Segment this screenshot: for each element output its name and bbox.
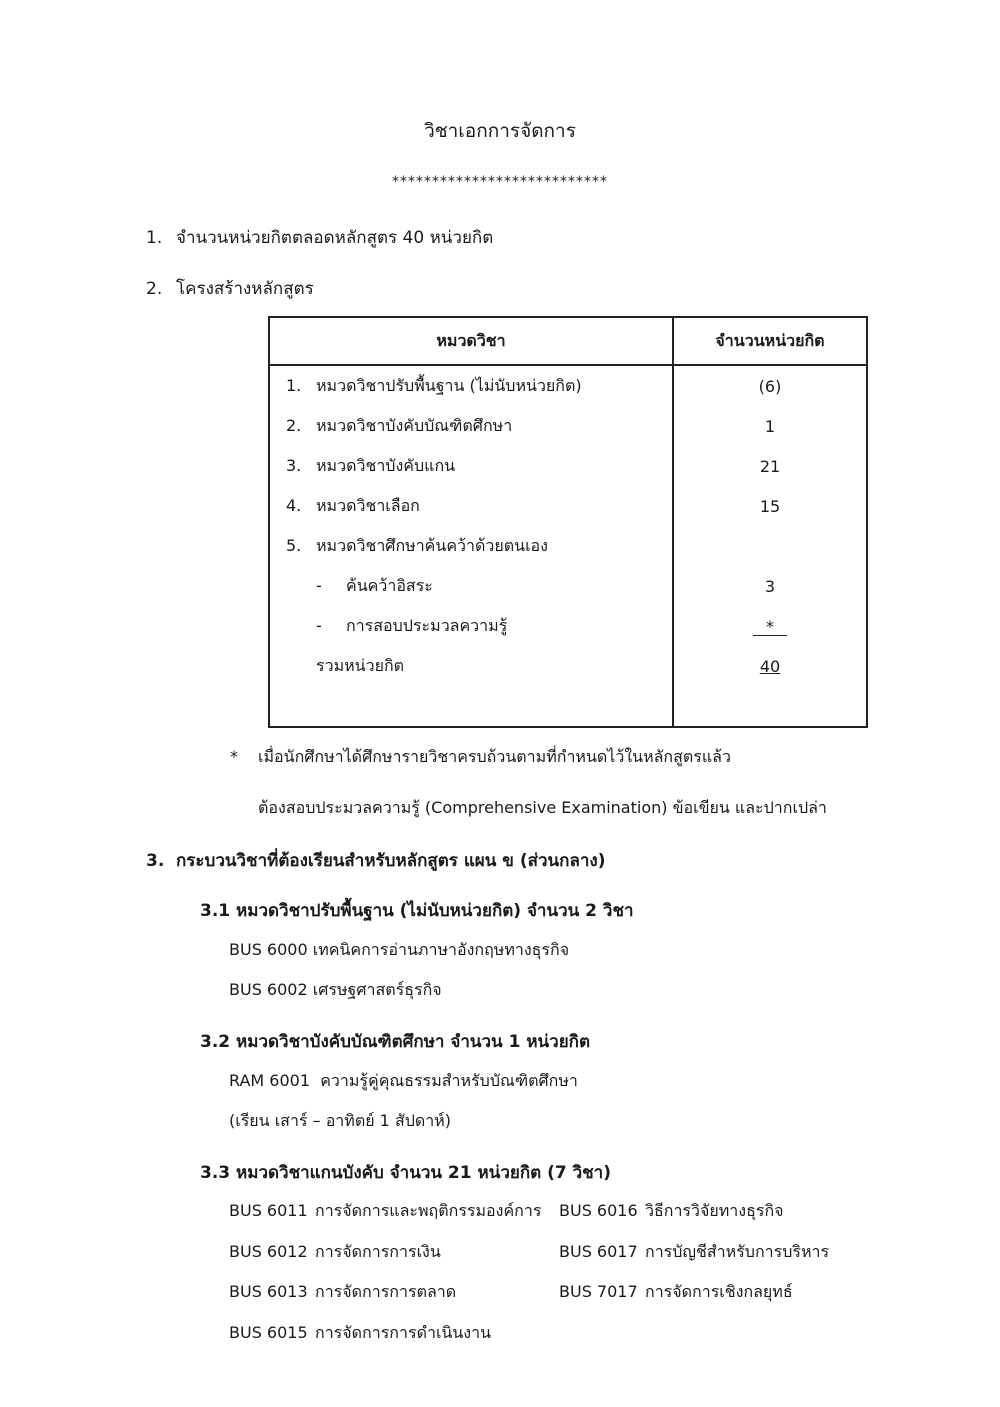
- row-number: 5.: [286, 535, 302, 555]
- section-3-text: กระบวนวิชาที่ต้องเรียนสำหรับหลักสูตร แผน ข (ส่วนกลาง): [176, 851, 606, 871]
- header-credits: จำนวนหน่วยกิต: [673, 317, 867, 365]
- list-item: [229, 978, 442, 1003]
- list-item: [229, 1069, 578, 1094]
- subsection-3-2-note: (เรียน เสาร์ – อาทิตย์ 1 สัปดาห์): [229, 1111, 452, 1130]
- header-category: หมวดวิชา: [269, 317, 673, 365]
- course-code: BUS 6017: [559, 1242, 638, 1261]
- course-name: การจัดการการตลาด: [315, 1282, 457, 1301]
- section-1-number: 1.: [146, 228, 163, 248]
- course-name: การจัดการการดำเนินงาน: [315, 1323, 492, 1342]
- section-2-number: 2.: [146, 279, 163, 299]
- subsection-3-2-heading: 3.2 หมวดวิชาบังคับบัณฑิตศึกษา จำนวน 1 หน่วยกิต: [200, 1032, 591, 1052]
- row-number: 1.: [286, 375, 302, 395]
- row-bullet: -: [316, 615, 322, 635]
- course-name: วิธีการวิจัยทางธุรกิจ: [645, 1201, 784, 1220]
- list-item: [229, 1240, 441, 1265]
- footnote-text-2: ต้องสอบประมวลความรู้ (Comprehensive Examination) ข้อเขียน และปากเปล่า: [258, 798, 827, 817]
- subsection-3-1-heading: 3.1 หมวดวิชาปรับพื้นฐาน (ไม่นับหน่วยกิต) จำนวน 2 วิชา: [200, 901, 634, 921]
- curriculum-structure-table: [268, 316, 868, 728]
- row-label: การสอบประมวลความรู้: [346, 615, 508, 635]
- footnote-text-1: เมื่อนักศึกษาได้ศึกษารายวิชาครบถ้วนตามที่กำหนดไว้ในหลักสูตรแล้ว: [258, 747, 731, 766]
- course-code: BUS 6000: [229, 940, 308, 959]
- table-row: [269, 606, 867, 646]
- row-credits: 21: [673, 446, 867, 486]
- row-credits: *: [753, 619, 787, 636]
- page-title: วิชาเอกการจัดการ: [424, 120, 576, 142]
- row-credits: 1: [673, 406, 867, 446]
- list-item: [229, 1280, 456, 1305]
- list-item: [229, 1199, 541, 1224]
- row-label: ค้นคว้าอิสระ: [346, 575, 433, 595]
- row-number: 3.: [286, 455, 302, 475]
- course-name: ความรู้คู่คุณธรรมสำหรับบัณฑิตศึกษา: [320, 1071, 578, 1090]
- table-row: [269, 446, 867, 486]
- course-name: การจัดการการเงิน: [315, 1242, 441, 1261]
- section-3-number: 3.: [146, 851, 165, 871]
- row-credits: [673, 526, 867, 566]
- list-item: [559, 1199, 784, 1224]
- course-code: RAM 6001: [229, 1071, 311, 1090]
- table-total-row: [269, 646, 867, 686]
- course-code: BUS 7017: [559, 1282, 638, 1301]
- row-credits: 15: [673, 486, 867, 526]
- section-1: [146, 224, 493, 251]
- list-item: [559, 1280, 793, 1305]
- row-label: หมวดวิชาเลือก: [316, 495, 420, 515]
- row-credits: (6): [673, 365, 867, 406]
- table-empty-row: [269, 686, 867, 727]
- row-credits: 3: [673, 566, 867, 606]
- section-3: [146, 847, 606, 874]
- table-header-row: [269, 317, 867, 365]
- total-label: รวมหน่วยกิต: [316, 655, 405, 675]
- course-code: BUS 6016: [559, 1201, 638, 1220]
- section-2: [146, 275, 314, 302]
- course-name: การจัดการเชิงกลยุทธ์: [645, 1282, 793, 1301]
- list-item: [559, 1240, 829, 1265]
- footnote-line-1: [230, 745, 731, 770]
- table-row: [269, 486, 867, 526]
- course-name: การจัดการและพฤติกรรมองค์การ: [315, 1201, 542, 1220]
- course-name: เทคนิคการอ่านภาษาอังกฤษทางธุรกิจ: [312, 940, 570, 959]
- list-item: [229, 1321, 491, 1346]
- row-number: 4.: [286, 495, 302, 515]
- row-label: หมวดวิชาบังคับบัณฑิตศึกษา: [316, 415, 513, 435]
- row-label: หมวดวิชาปรับพื้นฐาน (ไม่นับหน่วยกิต): [316, 375, 582, 395]
- row-label: หมวดวิชาบังคับแกน: [316, 455, 456, 475]
- table-row: [269, 526, 867, 566]
- table-row: [269, 566, 867, 606]
- row-label: หมวดวิชาศึกษาค้นคว้าด้วยตนเอง: [316, 535, 548, 555]
- course-code: BUS 6011: [229, 1201, 308, 1220]
- row-number: 2.: [286, 415, 302, 435]
- course-code: BUS 6012: [229, 1242, 308, 1261]
- list-item: [229, 938, 569, 963]
- course-name: เศรษฐศาสตร์ธุรกิจ: [312, 980, 442, 999]
- footnote-marker: *: [230, 747, 238, 766]
- section-1-text: จำนวนหน่วยกิตตลอดหลักสูตร 40 หน่วยกิต: [176, 228, 494, 248]
- row-bullet: -: [316, 575, 322, 595]
- section-2-text: โครงสร้างหลักสูตร: [176, 279, 314, 299]
- subsection-3-3-heading: 3.3 หมวดวิชาแกนบังคับ จำนวน 21 หน่วยกิต (7 วิชา): [200, 1163, 611, 1183]
- course-code: BUS 6002: [229, 980, 308, 999]
- table-row: [269, 365, 867, 406]
- course-code: BUS 6015: [229, 1323, 308, 1342]
- course-code: BUS 6013: [229, 1282, 308, 1301]
- course-name: การบัญชีสำหรับการบริหาร: [645, 1242, 830, 1261]
- table-row: [269, 406, 867, 446]
- title-divider: ***************************: [392, 174, 608, 190]
- total-credits: 40: [759, 656, 781, 676]
